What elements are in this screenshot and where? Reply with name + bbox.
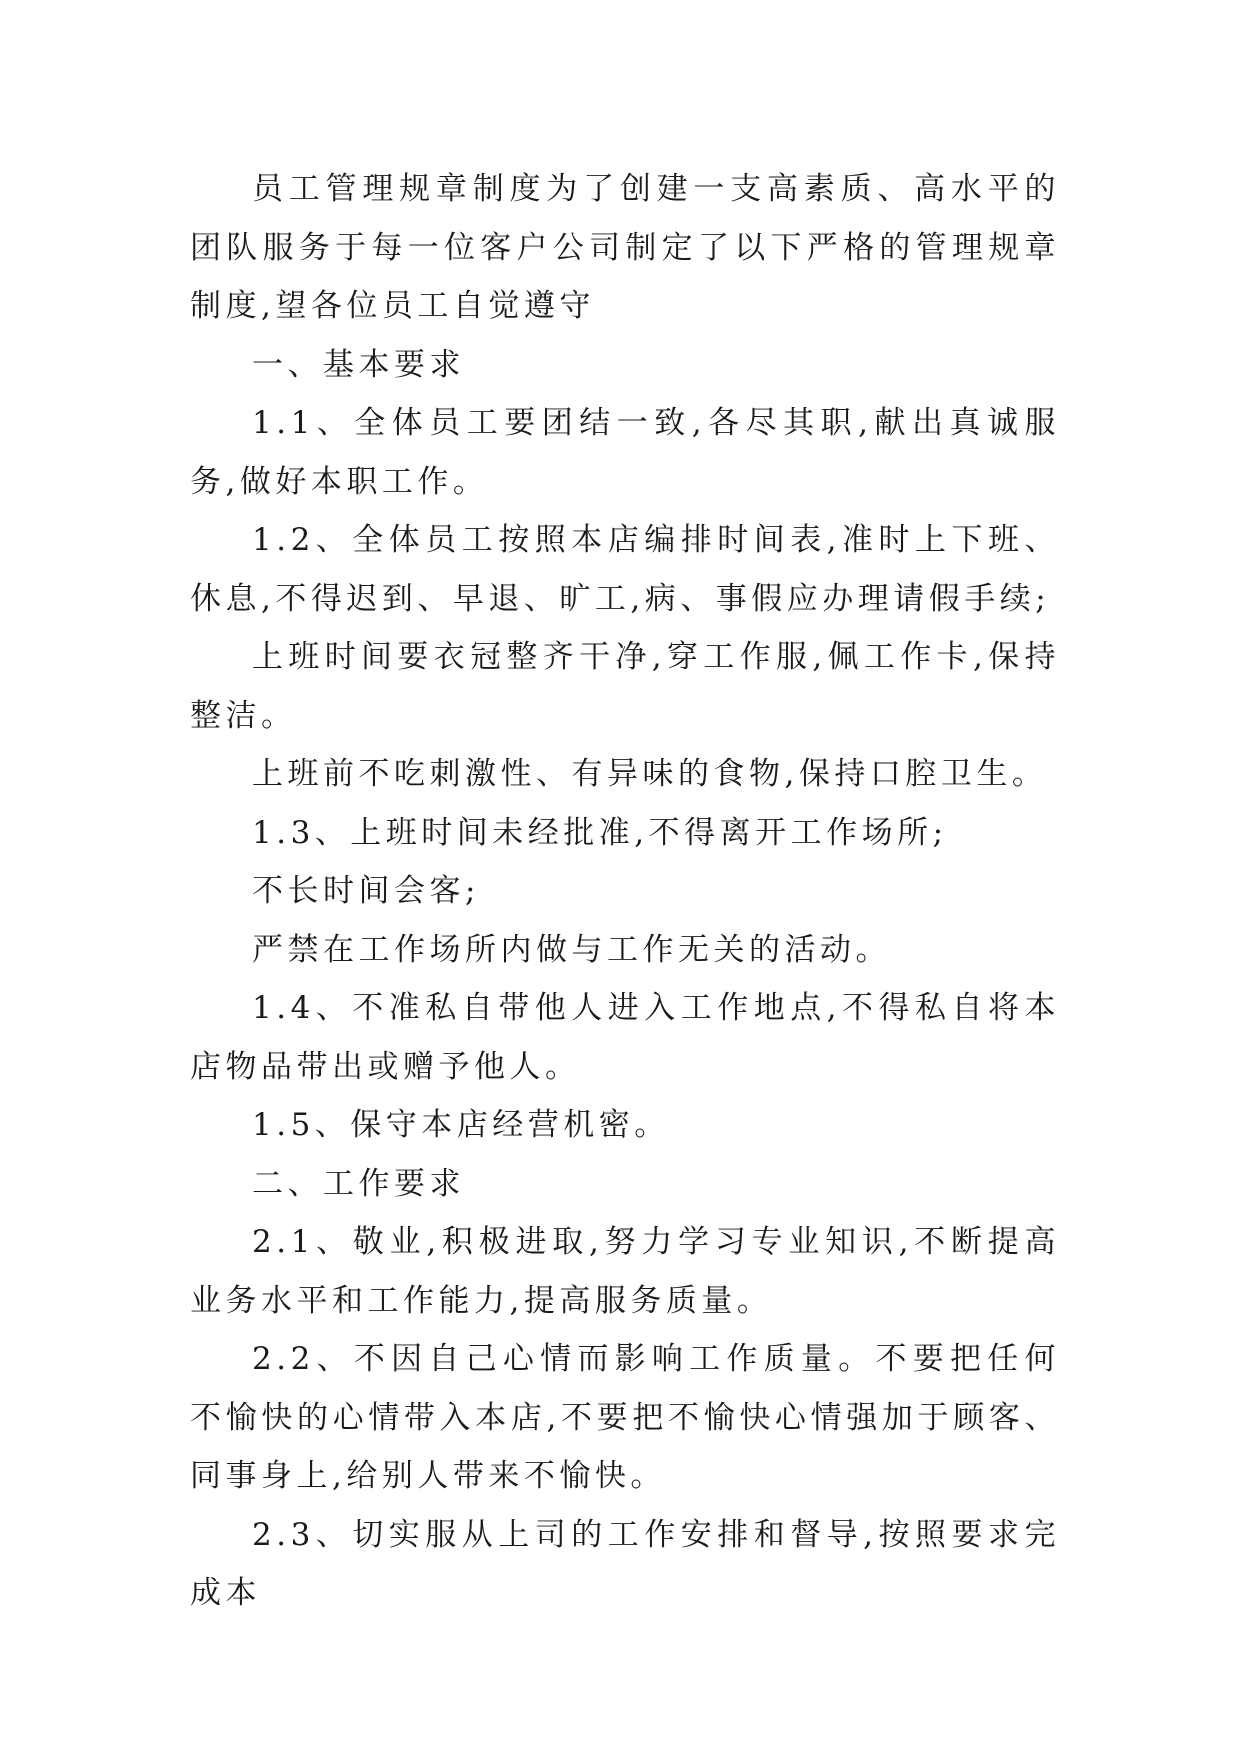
rule-2-1: 2.1、敬业,积极进取,努力学习专业知识,不断提高业务水平和工作能力,提高服务质量。 bbox=[190, 1224, 1060, 1319]
rule-1-4: 1.4、不准私自带他人进入工作地点,不得私自将本店物品带出或赠予他人。 bbox=[190, 990, 1060, 1085]
rule-1-5: 1.5、保守本店经营机密。 bbox=[252, 1107, 670, 1143]
rule-2-2: 2.2、不因自己心情而影响工作质量。不要把任何不愉快的心情带入本店,不要把不愉快心情强加于顾客、同事身上,给别人带来不愉快。 bbox=[190, 1341, 1060, 1494]
rule-1-2-dress: 上班时间要衣冠整齐干净,穿工作服,佩工作卡,保持整洁。 bbox=[190, 639, 1060, 734]
rule-1-2-hygiene: 上班前不吃刺激性、有异味的食物,保持口腔卫生。 bbox=[252, 756, 1048, 792]
rule-1-3-visitors: 不长时间会客; bbox=[252, 873, 480, 909]
section-heading-work-requirements: 二、工作要求 bbox=[252, 1165, 465, 1202]
section-heading-basic-requirements: 一、基本要求 bbox=[252, 346, 465, 383]
document-body bbox=[190, 160, 1060, 1623]
rule-2-3: 2.3、切实服从上司的工作安排和督导,按照要求完成本 bbox=[190, 1516, 1060, 1611]
rule-1-1: 1.1、全体员工要团结一致,各尽其职,献出真诚服务,做好本职工作。 bbox=[190, 405, 1060, 500]
rule-1-3: 1.3、上班时间未经批准,不得离开工作场所; bbox=[252, 814, 948, 851]
intro-paragraph: 员工管理规章制度为了创建一支高素质、高水平的团队服务于每一位客户公司制定了以下严格的管理规章制度,望各位员工自觉遵守 bbox=[190, 171, 1060, 324]
rule-1-2: 1.2、全体员工按照本店编排时间表,准时上下班、休息,不得迟到、早退、旷工,病、事假应办理请假手续; bbox=[190, 522, 1060, 617]
rule-1-3-activities: 严禁在工作场所内做与工作无关的活动。 bbox=[252, 931, 891, 968]
